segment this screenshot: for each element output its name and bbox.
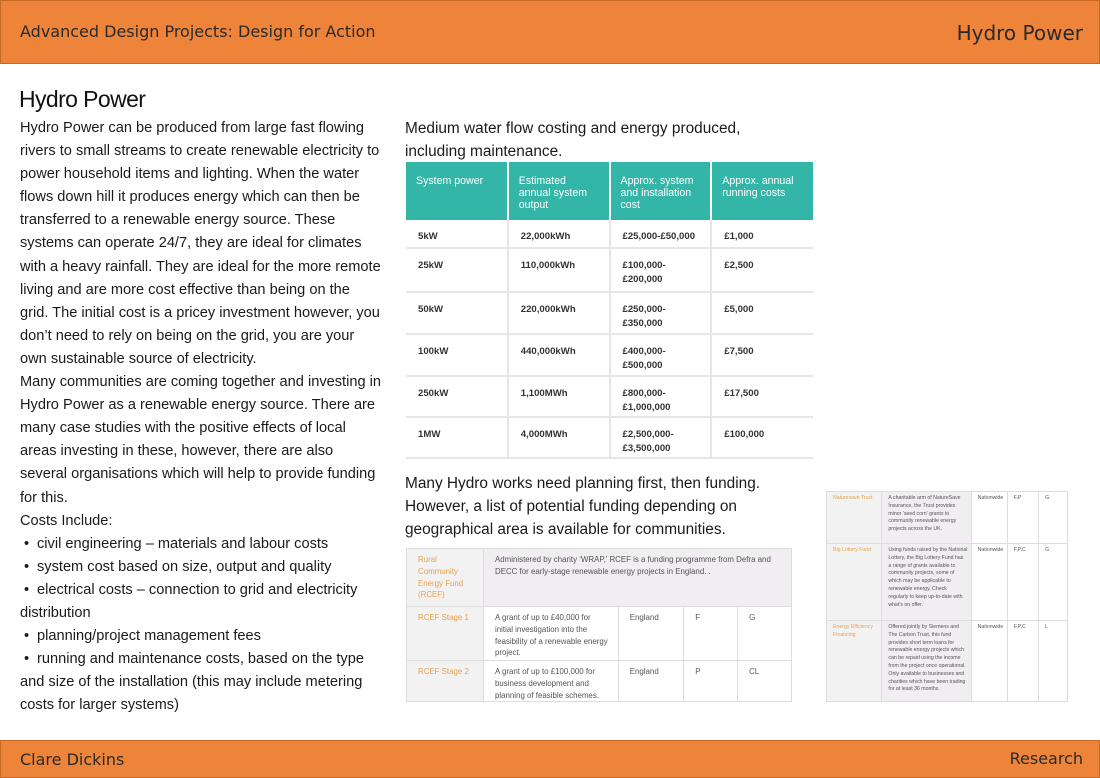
table-row [406, 376, 813, 417]
fund-area: Nationwide [971, 544, 1007, 621]
community-paragraph: Many communities are coming together and investing in Hydro Power as a renewable energy source. There are many case studies with the positive effects of local areas investing in these, however, there are also several organisations which will help to provide funding for this. [20, 374, 381, 506]
body-text [20, 117, 382, 717]
header-bar [0, 0, 1100, 64]
table-cell: £2,500 [711, 248, 813, 292]
fund-stage: P [684, 661, 738, 702]
fund-area: England [618, 607, 683, 661]
cost-bullet: • system cost based on size, output and quality [20, 556, 382, 579]
fund-stage: F,P,C [1007, 621, 1038, 702]
table-row [406, 417, 813, 458]
table-cell: 440,000kWh [508, 334, 610, 376]
table-cell: £2,500,000-£3,500,000 [610, 417, 712, 458]
fund-area: England [618, 661, 683, 702]
table-cell: £25,000-£50,000 [610, 220, 712, 248]
fund-name: RCEF Stage 1 [407, 607, 484, 661]
funding-table-small [826, 491, 1068, 702]
funding-caption: Many Hydro works need planning first, then funding. However, a list of potential funding depending on geographical area is available for communities. [405, 475, 761, 538]
column-header: Estimated annual system output [508, 162, 610, 220]
fund-type: G [1039, 492, 1068, 544]
intro-paragraph: Hydro Power can be produced from large fast flowing rivers to small streams to create renewable electricity to power household items and lighting. When the water flows down hill it produces energy which can then be transferred to a renewable energy source. These systems can operate 24/7, they are ideal for climates with a heavy rainfall. They are ideal for the more remote living and are more cost effective than being on the grid. The initial cost is a pricey investment however, you don’t need to rely on being on the grid, you are your own sustainable source of electricity. [20, 120, 381, 367]
table-cell: 5kW [406, 220, 508, 248]
cost-bullet: • civil engineering – materials and labour costs [20, 533, 382, 556]
fund-stage: F [684, 607, 738, 661]
table-cell: 110,000kWh [508, 248, 610, 292]
page-title: Hydro Power [19, 86, 146, 112]
fund-name: Rural Community Energy Fund (RCEF) [407, 549, 484, 607]
table-cell: £7,500 [711, 334, 813, 376]
table-row [827, 621, 1068, 702]
table-cell: 50kW [406, 292, 508, 334]
table-row [406, 248, 813, 292]
table-cell: 220,000kWh [508, 292, 610, 334]
fund-description: Using funds raised by the National Lottery, the Big Lottery Fund has a range of grants available to community projects, some of which may be applicable to renewable energy. Check regularly to keep up-to-date with what's on offer. [882, 544, 971, 621]
footer-bar [0, 740, 1100, 778]
table-row [406, 292, 813, 334]
cost-table-caption: Medium water flow costing and energy produced, including maintenance. [405, 120, 741, 160]
table-cell: 100kW [406, 334, 508, 376]
table-cell: £17,500 [711, 376, 813, 417]
footer-author: Clare Dickins [20, 750, 125, 769]
costs-heading: Costs Include: [20, 512, 113, 529]
header-topic: Hydro Power [956, 21, 1083, 45]
footer-section: Research [1009, 749, 1083, 768]
table-row [406, 220, 813, 248]
fund-name: Naturesave Trust [827, 492, 882, 544]
header-course-title: Advanced Design Projects: Design for Action [20, 22, 376, 41]
fund-name: Big Lottery Fund [827, 544, 882, 621]
table-cell: £100,000-£200,000 [610, 248, 712, 292]
cost-bullet: • electrical costs – connection to grid and electricity distribution [20, 579, 382, 625]
table-cell: £400,000-£500,000 [610, 334, 712, 376]
column-header: Approx. annual running costs [711, 162, 813, 220]
table-cell: £800,000-£1,000,000 [610, 376, 712, 417]
fund-description: A charitable arm of NatureSave Insurance, the Trust provides minor 'seed corn' grants to community renewable energy projects across the UK. [882, 492, 971, 544]
fund-type: CL [738, 661, 792, 702]
cost-bullet: • running and maintenance costs, based on the type and size of the installation (this may include metering costs for larger systems) [20, 648, 382, 717]
funding-table [406, 548, 792, 702]
table-cell: 4,000MWh [508, 417, 610, 458]
cost-table-header-row [406, 162, 813, 220]
fund-stage: F,P [1007, 492, 1038, 544]
table-cell: £100,000 [711, 417, 813, 458]
cost-bullet: • planning/project management fees [20, 625, 382, 648]
fund-name: RCEF Stage 2 [407, 661, 484, 702]
table-cell: £5,000 [711, 292, 813, 334]
fund-area: Nationwide [971, 621, 1007, 702]
column-header: System power [406, 162, 508, 220]
table-cell: 250kW [406, 376, 508, 417]
table-row [407, 661, 792, 702]
table-cell: 25kW [406, 248, 508, 292]
table-cell: 1,100MWh [508, 376, 610, 417]
column-header: Approx. system and installation cost [610, 162, 712, 220]
table-row [827, 492, 1068, 544]
table-row [827, 544, 1068, 621]
table-cell: 22,000kWh [508, 220, 610, 248]
fund-type: G [738, 607, 792, 661]
fund-description: Offered jointly by Siemens and The Carbon Trust, this fund provides short term loans for renewable energy projects which can be repaid using the income from the project once operational. Only available to businesses and charities which have been trading for at least 36 months. [882, 621, 971, 702]
cost-table [406, 162, 813, 459]
fund-description: A grant of up to £40,000 for initial investigation into the feasibility of a renewable energy project. [484, 607, 619, 661]
fund-name: Energy Efficiency Financing [827, 621, 882, 702]
fund-description: A grant of up to £100,000 for business development and planning of feasible schemes. [484, 661, 619, 702]
table-cell: £250,000-£350,000 [610, 292, 712, 334]
table-row [406, 334, 813, 376]
table-row [407, 549, 792, 607]
fund-area: Nationwide [971, 492, 1007, 544]
fund-stage: F,P,C [1007, 544, 1038, 621]
fund-type: G [1039, 544, 1068, 621]
fund-type: L [1039, 621, 1068, 702]
fund-description: Administered by charity ‘WRAP,’ RCEF is a funding programme from Defra and DECC for early-stage renewable energy projects in England. . [484, 549, 792, 607]
table-row [407, 607, 792, 661]
table-cell: 1MW [406, 417, 508, 458]
table-cell: £1,000 [711, 220, 813, 248]
